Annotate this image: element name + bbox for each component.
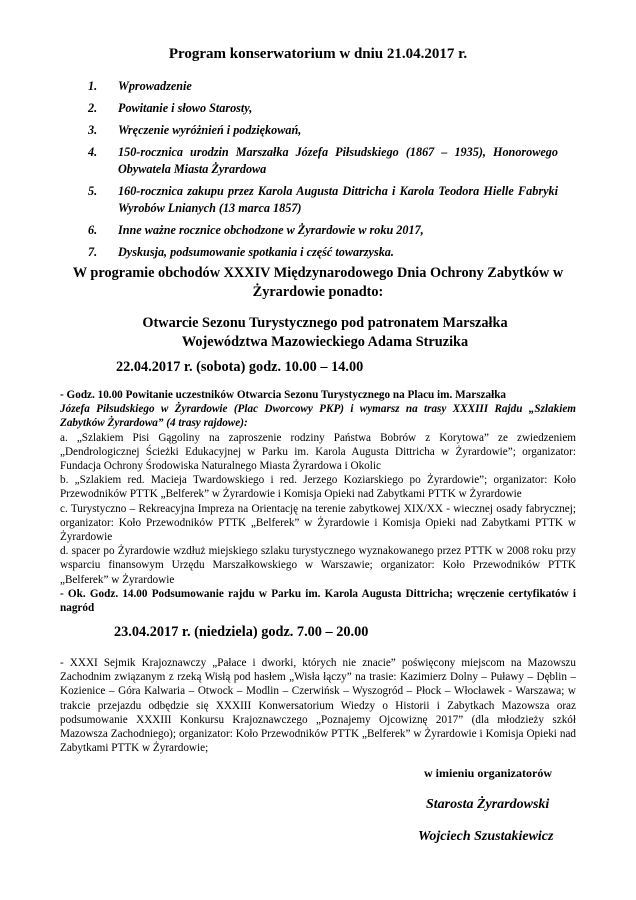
- agenda-item: 5. 160-rocznica zakupu przez Karola Augusta Dittricha i Karola Teodora Hielle Fabryki Wyrobów Lnianych (13 marca 1857): [88, 184, 558, 215]
- day1-intro-italic: Józefa Piłsudskiego w Żyrardowie (Plac Dworcowy PKP) i wymarsz na trasy XXXIII Rajdu „Szlakiem Zabytków Żyrardowa” (4 trasy rajdowe):: [60, 403, 576, 430]
- agenda-item: 4. 150-rocznica urodzin Marszałka Józefa Piłsudskiego (1867 – 1935), Honorowego Obywatela Miasta Żyrardowa: [88, 145, 558, 176]
- day1-intro: - Godz. 10.00 Powitanie uczestników Otwarcia Sezonu Turystycznego na Placu im. Marszałka: [60, 389, 507, 401]
- day1-closing: - Ok. Godz. 14.00 Podsumowanie rajdu w Parku im. Karola Augusta Dittricha; wręczenie certyfikatów i nagród: [60, 587, 576, 615]
- route-item: c. Turystyczno – Rekreacyjna Impreza na Orientację na terenie zabytkowej XIX/XX - wiecznej osady fabrycznej; organizator: Koło Przewodników PTTK „Belferek” w Żyrardowie i Komisja Opieki nad Zabytkami PTTK w Żyrardowie: [60, 502, 576, 544]
- agenda-item: 1. Wprowadzenie: [88, 79, 192, 93]
- agenda-list: [88, 78, 558, 266]
- day2-date: 23.04.2017 r. (niedziela) godz. 7.00 – 20.00: [114, 624, 369, 640]
- agenda-item: 6. Inne ważne rocznice obchodzone w Żyrardowie w roku 2017,: [88, 223, 424, 237]
- day2-program: [60, 656, 576, 755]
- signature-name: Wojciech Szustakiewicz: [418, 829, 554, 844]
- signature-title: Starosta Żyrardowski: [426, 797, 550, 812]
- agenda-item: 2. Powitanie i słowo Starosty,: [88, 101, 253, 115]
- event-heading: Otwarcie Sezonu Turystycznego pod patronatem Marszałka Województwa Mazowieckiego Adama Struzika: [142, 315, 508, 350]
- route-item: d. spacer po Żyrardowie wzdłuż miejskiego szlaku turystycznego wyznakowanego przez PTTK w 2008 roku przy wsparciu finansowym Urzędu Marszałkowskiego w Warszawie; organizator: Koło Przewodników PTTK „Belferek” w Żyrardowie: [60, 545, 576, 586]
- day1-program: [60, 388, 576, 615]
- route-item: a. „Szlakiem Pisi Gągoliny na zaproszenie rodziny Państwa Bobrów z Korytowa” ze zwiedzeniem „Dendrologicznej Ścieżki Edukacyjnej w Parku im. Karola Augusta Dittricha w Żyrardowie”; organizator: Fundacja Ochrony Środowiska Naturalnego Miasta Żyrardowa i Okolic: [60, 431, 576, 473]
- day2-text: - XXXI Sejmik Krajoznawczy „Pałace i dworki, których nie znacie” poświęcony miejscom na Mazowszu Zachodnim związanym z rzeką Wisłą pod hasłem „Wisła łączy” na trasie: Kazimierz Dolny – Puławy – Dęblin – Kozienice – Góra Kalwaria – Otwock – Modlin – Czerwińsk – Wyszogród – Płock – Włocławek - Warszawa; w trakcie przejazdu odbędzie się XXXIII Konwersatorium Wiedzy o Historii i Zabytkach Mazowsza oraz podsumowanie XXXIII Konkursu Krajoznawczego „Poznajemy Ojcowiznę 2017” (dla młodzieży szkół Mazowsza Zachodniego); organizator: Koło Przewodników PTTK „Belferek” w Żyrardowie i Komisja Opieki nad Zabytkami PTTK w Żyrardowie;: [60, 657, 576, 755]
- signature-line: w imieniu organizatorów: [424, 766, 552, 780]
- section-heading: W programie obchodów XXXIV Międzynarodowego Dnia Ochrony Zabytków w Żyrardowie ponadto:: [72, 265, 564, 300]
- agenda-item: 7. Dyskusja, podsumowanie spotkania i część towarzyska.: [88, 245, 394, 259]
- day1-date: 22.04.2017 r. (sobota) godz. 10.00 – 14.00: [116, 359, 364, 375]
- agenda-item: 3. Wręczenie wyróżnień i podziękowań,: [88, 123, 302, 137]
- document-title: Program konserwatorium w dniu 21.04.2017 r.: [168, 46, 468, 62]
- route-item: b. „Szlakiem red. Macieja Twardowskiego i red. Jerzego Koziarskiego po Żyrardowie”; organizator: Koło Przewodników PTTK „Belferek” w Żyrardowie i Komisja Opieki nad Zabytkami PTTK w Żyrardowie: [60, 474, 576, 501]
